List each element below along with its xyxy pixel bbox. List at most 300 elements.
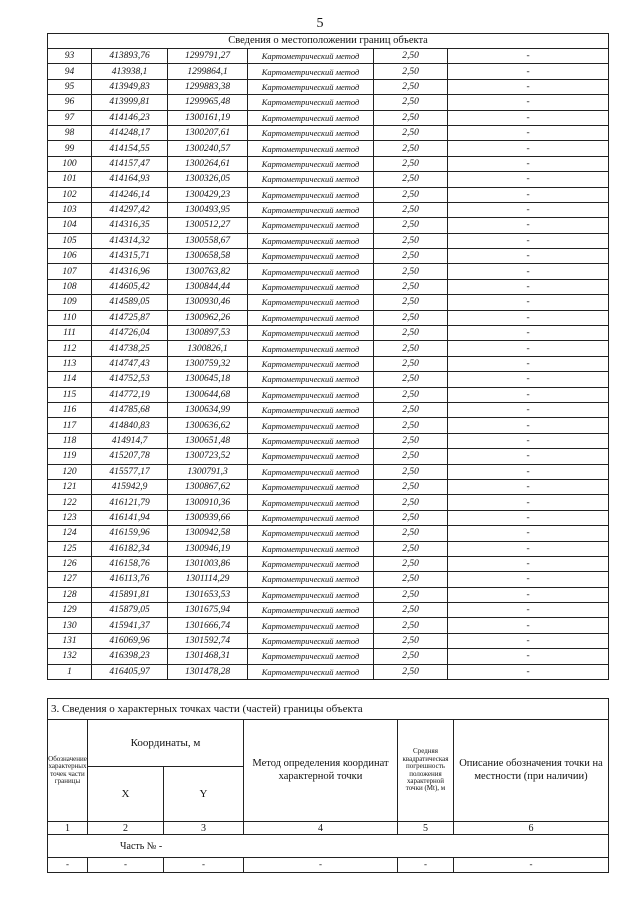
- column-number: 3: [164, 822, 244, 835]
- description-cell: -: [448, 95, 609, 110]
- x-coordinate: 414605,42: [92, 279, 168, 294]
- x-coordinate: 414314,32: [92, 233, 168, 248]
- method-cell: Картометрический метод: [248, 202, 374, 217]
- y-coordinate: 1301003,86: [168, 556, 248, 571]
- y-coordinate: 1300429,23: [168, 187, 248, 202]
- table-row: [48, 402, 609, 417]
- y-coordinate: 1301675,94: [168, 603, 248, 618]
- point-number: 103: [48, 202, 92, 217]
- method-cell: Картометрический метод: [248, 249, 374, 264]
- description-cell: -: [448, 356, 609, 371]
- x-coordinate: 415879,05: [92, 603, 168, 618]
- x-coordinate: 414785,68: [92, 402, 168, 417]
- y-coordinate: 1300942,58: [168, 526, 248, 541]
- y-coordinate: 1300723,52: [168, 449, 248, 464]
- description-cell: -: [448, 418, 609, 433]
- table-row: [48, 664, 609, 679]
- y-coordinate: 1300558,67: [168, 233, 248, 248]
- table-row: [48, 172, 609, 187]
- column-number: 4: [244, 822, 398, 835]
- table-row: [48, 572, 609, 587]
- accuracy-cell: 2,50: [374, 233, 448, 248]
- point-number: 118: [48, 433, 92, 448]
- y-coordinate: 1300930,46: [168, 295, 248, 310]
- description-cell: -: [448, 295, 609, 310]
- x-coordinate: 415941,37: [92, 618, 168, 633]
- accuracy-cell: 2,50: [374, 633, 448, 648]
- section3-header-row: [48, 720, 609, 767]
- table-row: [48, 372, 609, 387]
- description-cell: -: [448, 495, 609, 510]
- column-numbers-row: [48, 822, 609, 835]
- accuracy-cell: 2,50: [374, 479, 448, 494]
- description-cell: -: [448, 618, 609, 633]
- x-coordinate: 413949,83: [92, 79, 168, 94]
- method-cell: Картометрический метод: [248, 295, 374, 310]
- y-coordinate: 1299965,48: [168, 95, 248, 110]
- point-number: 98: [48, 125, 92, 140]
- column-number: 5: [398, 822, 454, 835]
- y-coordinate: 1300644,68: [168, 387, 248, 402]
- part-label-row: [48, 835, 609, 858]
- x-coordinate: 415942,9: [92, 479, 168, 494]
- accuracy-cell: 2,50: [374, 110, 448, 125]
- accuracy-cell: 2,50: [374, 326, 448, 341]
- x-coordinate: 414840,83: [92, 418, 168, 433]
- accuracy-cell: 2,50: [374, 449, 448, 464]
- x-coordinate: 414726,04: [92, 326, 168, 341]
- y-coordinate: 1299791,27: [168, 49, 248, 64]
- method-cell: Картометрический метод: [248, 64, 374, 79]
- section3-title-row: [48, 699, 609, 720]
- table-cell: -: [398, 858, 454, 873]
- accuracy-cell: 2,50: [374, 341, 448, 356]
- point-number: 112: [48, 341, 92, 356]
- table-row: [48, 279, 609, 294]
- x-coordinate: 416158,76: [92, 556, 168, 571]
- point-number: 93: [48, 49, 92, 64]
- table-row: [48, 95, 609, 110]
- method-cell: Картометрический метод: [248, 587, 374, 602]
- description-cell: -: [448, 402, 609, 417]
- accuracy-cell: 2,50: [374, 279, 448, 294]
- table-title-row: [48, 34, 609, 49]
- x-coordinate: 416405,97: [92, 664, 168, 679]
- point-number: 101: [48, 172, 92, 187]
- method-cell: Картометрический метод: [248, 341, 374, 356]
- column-number: 6: [454, 822, 609, 835]
- method-cell: Картометрический метод: [248, 279, 374, 294]
- x-coordinate: 415207,78: [92, 449, 168, 464]
- point-number: 127: [48, 572, 92, 587]
- method-header: Метод определения координат характерной точки: [244, 720, 398, 822]
- x-coordinate: 413999,81: [92, 95, 168, 110]
- table-row: [48, 587, 609, 602]
- table-row: [48, 156, 609, 171]
- description-cell: -: [448, 202, 609, 217]
- x-coordinate: 414738,25: [92, 341, 168, 356]
- point-number: 105: [48, 233, 92, 248]
- point-number: 119: [48, 449, 92, 464]
- accuracy-cell: 2,50: [374, 649, 448, 664]
- accuracy-cell: 2,50: [374, 526, 448, 541]
- method-cell: Картометрический метод: [248, 664, 374, 679]
- x-coordinate: 416121,79: [92, 495, 168, 510]
- y-coordinate: 1300791,3: [168, 464, 248, 479]
- accuracy-cell: 2,50: [374, 433, 448, 448]
- description-cell: -: [448, 264, 609, 279]
- x-coordinate: 414747,43: [92, 356, 168, 371]
- x-coordinate: 414164,93: [92, 172, 168, 187]
- method-cell: Картометрический метод: [248, 495, 374, 510]
- method-cell: Картометрический метод: [248, 464, 374, 479]
- description-cell: -: [448, 233, 609, 248]
- description-cell: -: [448, 664, 609, 679]
- point-number: 104: [48, 218, 92, 233]
- method-cell: Картометрический метод: [248, 233, 374, 248]
- x-coordinate: 416141,94: [92, 510, 168, 525]
- x-coordinate: 416398,23: [92, 649, 168, 664]
- point-number: 95: [48, 79, 92, 94]
- accuracy-cell: 2,50: [374, 372, 448, 387]
- description-cell: -: [448, 372, 609, 387]
- accuracy-cell: 2,50: [374, 510, 448, 525]
- table-row: [48, 79, 609, 94]
- method-cell: Картометрический метод: [248, 264, 374, 279]
- table-cell: -: [88, 858, 164, 873]
- y-coordinate: 1300763,82: [168, 264, 248, 279]
- method-cell: Картометрический метод: [248, 618, 374, 633]
- accuracy-cell: 2,50: [374, 187, 448, 202]
- accuracy-cell: 2,50: [374, 310, 448, 325]
- table-row: [48, 110, 609, 125]
- accuracy-cell: 2,50: [374, 387, 448, 402]
- method-cell: Картометрический метод: [248, 649, 374, 664]
- x-coordinate: 416113,76: [92, 572, 168, 587]
- point-number: 125: [48, 541, 92, 556]
- method-cell: Картометрический метод: [248, 187, 374, 202]
- point-number: 100: [48, 156, 92, 171]
- y-coordinate: 1300651,48: [168, 433, 248, 448]
- accuracy-cell: 2,50: [374, 618, 448, 633]
- description-cell: -: [448, 141, 609, 156]
- description-cell: -: [448, 449, 609, 464]
- description-cell: -: [448, 341, 609, 356]
- point-number: 97: [48, 110, 92, 125]
- table-row: [48, 64, 609, 79]
- method-cell: Картометрический метод: [248, 433, 374, 448]
- point-number: 115: [48, 387, 92, 402]
- method-cell: Картометрический метод: [248, 95, 374, 110]
- accuracy-cell: 2,50: [374, 402, 448, 417]
- y-coordinate: 1299883,38: [168, 79, 248, 94]
- description-cell: -: [448, 464, 609, 479]
- table-row: [48, 326, 609, 341]
- table-cell: -: [454, 858, 609, 873]
- table-row: [48, 295, 609, 310]
- method-cell: Картометрический метод: [248, 479, 374, 494]
- method-cell: Картометрический метод: [248, 633, 374, 648]
- accuracy-cell: 2,50: [374, 218, 448, 233]
- x-coordinate: 414146,23: [92, 110, 168, 125]
- point-number: 131: [48, 633, 92, 648]
- table-row: [48, 141, 609, 156]
- y-coordinate: 1300962,26: [168, 310, 248, 325]
- x-coordinate: 416069,96: [92, 633, 168, 648]
- point-number: 120: [48, 464, 92, 479]
- y-coordinate: 1300844,44: [168, 279, 248, 294]
- table-row: [48, 433, 609, 448]
- accuracy-cell: 2,50: [374, 495, 448, 510]
- method-cell: Картометрический метод: [248, 110, 374, 125]
- description-cell: -: [448, 310, 609, 325]
- table-row: [48, 603, 609, 618]
- table-row: [48, 218, 609, 233]
- table-row: [48, 556, 609, 571]
- method-cell: Картометрический метод: [248, 556, 374, 571]
- description-cell: -: [448, 79, 609, 94]
- table-row: [48, 649, 609, 664]
- point-number: 129: [48, 603, 92, 618]
- description-cell: -: [448, 633, 609, 648]
- accuracy-cell: 2,50: [374, 295, 448, 310]
- accuracy-cell: 2,50: [374, 572, 448, 587]
- point-number: 124: [48, 526, 92, 541]
- method-cell: Картометрический метод: [248, 387, 374, 402]
- table-row: [48, 618, 609, 633]
- x-coordinate: 416159,96: [92, 526, 168, 541]
- accuracy-cell: 2,50: [374, 418, 448, 433]
- x-coordinate: 414157,47: [92, 156, 168, 171]
- description-cell: -: [448, 541, 609, 556]
- point-number: 130: [48, 618, 92, 633]
- point-number: 1: [48, 664, 92, 679]
- method-cell: Картометрический метод: [248, 125, 374, 140]
- x-coordinate: 415891,81: [92, 587, 168, 602]
- point-number: 109: [48, 295, 92, 310]
- accuracy-cell: 2,50: [374, 664, 448, 679]
- x-coordinate: 414246,14: [92, 187, 168, 202]
- accuracy-cell: 2,50: [374, 264, 448, 279]
- accuracy-cell: 2,50: [374, 587, 448, 602]
- description-cell: -: [448, 279, 609, 294]
- accuracy-cell: 2,50: [374, 541, 448, 556]
- description-cell: -: [448, 172, 609, 187]
- y-coordinate: 1301666,74: [168, 618, 248, 633]
- boundary-points-table: [47, 33, 609, 680]
- method-cell: Картометрический метод: [248, 572, 374, 587]
- y-coordinate: 1300946,19: [168, 541, 248, 556]
- table-row: [48, 264, 609, 279]
- x-coordinate: 414316,96: [92, 264, 168, 279]
- description-cell: -: [448, 49, 609, 64]
- y-coordinate: 1300867,62: [168, 479, 248, 494]
- description-cell: -: [448, 587, 609, 602]
- description-cell: -: [448, 479, 609, 494]
- x-coordinate: 414725,87: [92, 310, 168, 325]
- table-row: [48, 464, 609, 479]
- x-coordinate: 414297,42: [92, 202, 168, 217]
- column-number: 2: [88, 822, 164, 835]
- accuracy-cell: 2,50: [374, 95, 448, 110]
- point-number: 121: [48, 479, 92, 494]
- table-row: [48, 526, 609, 541]
- table-row: [48, 187, 609, 202]
- point-number: 126: [48, 556, 92, 571]
- x-header: X: [88, 767, 164, 822]
- table-row: [48, 249, 609, 264]
- designation-header: Обозначение характерных точек части границы: [48, 720, 88, 822]
- table-row: [48, 418, 609, 433]
- table-row: [48, 356, 609, 371]
- y-coordinate: 1300826,1: [168, 341, 248, 356]
- x-coordinate: 415577,17: [92, 464, 168, 479]
- y-coordinate: 1301653,53: [168, 587, 248, 602]
- point-number: 107: [48, 264, 92, 279]
- method-cell: Картометрический метод: [248, 49, 374, 64]
- method-cell: Картометрический метод: [248, 79, 374, 94]
- method-cell: Картометрический метод: [248, 356, 374, 371]
- method-cell: Картометрический метод: [248, 603, 374, 618]
- x-coordinate: 414914,7: [92, 433, 168, 448]
- description-cell: -: [448, 187, 609, 202]
- accuracy-cell: 2,50: [374, 49, 448, 64]
- description-cell: -: [448, 249, 609, 264]
- section3-title: 3. Сведения о характерных точках части (частей) границы объекта: [48, 699, 609, 720]
- column-number: 1: [48, 822, 88, 835]
- x-coordinate: 414752,53: [92, 372, 168, 387]
- x-coordinate: 413938,1: [92, 64, 168, 79]
- table-row: [48, 479, 609, 494]
- point-number: 128: [48, 587, 92, 602]
- point-number: 113: [48, 356, 92, 371]
- part-label: Часть № -: [48, 835, 609, 858]
- method-cell: Картометрический метод: [248, 172, 374, 187]
- table-row: [48, 495, 609, 510]
- y-coordinate: 1300493,95: [168, 202, 248, 217]
- method-cell: Картометрический метод: [248, 372, 374, 387]
- y-coordinate: 1300240,57: [168, 141, 248, 156]
- description-cell: -: [448, 64, 609, 79]
- y-coordinate: 1301468,31: [168, 649, 248, 664]
- table-cell: -: [164, 858, 244, 873]
- method-cell: Картометрический метод: [248, 402, 374, 417]
- point-number: 117: [48, 418, 92, 433]
- method-cell: Картометрический метод: [248, 310, 374, 325]
- point-number: 96: [48, 95, 92, 110]
- x-coordinate: 414315,71: [92, 249, 168, 264]
- y-coordinate: 1300910,36: [168, 495, 248, 510]
- method-cell: Картометрический метод: [248, 541, 374, 556]
- accuracy-cell: 2,50: [374, 156, 448, 171]
- point-number: 132: [48, 649, 92, 664]
- method-cell: Картометрический метод: [248, 156, 374, 171]
- table-row: [48, 510, 609, 525]
- point-number: 108: [48, 279, 92, 294]
- x-coordinate: 414316,35: [92, 218, 168, 233]
- accuracy-cell: 2,50: [374, 202, 448, 217]
- y-coordinate: 1301114,29: [168, 572, 248, 587]
- y-header: Y: [164, 767, 244, 822]
- description-cell: -: [448, 156, 609, 171]
- method-cell: Картометрический метод: [248, 510, 374, 525]
- y-coordinate: 1300759,32: [168, 356, 248, 371]
- y-coordinate: 1300939,66: [168, 510, 248, 525]
- accuracy-cell: 2,50: [374, 464, 448, 479]
- description-cell: -: [448, 326, 609, 341]
- accuracy-cell: 2,50: [374, 141, 448, 156]
- accuracy-cell: 2,50: [374, 125, 448, 140]
- description-cell: -: [448, 387, 609, 402]
- y-coordinate: 1300161,19: [168, 110, 248, 125]
- description-cell: -: [448, 556, 609, 571]
- table-row: [48, 233, 609, 248]
- description-cell: -: [448, 218, 609, 233]
- description-cell: -: [448, 125, 609, 140]
- point-number: 99: [48, 141, 92, 156]
- method-cell: Картометрический метод: [248, 141, 374, 156]
- y-coordinate: 1300512,27: [168, 218, 248, 233]
- y-coordinate: 1300658,58: [168, 249, 248, 264]
- x-coordinate: 413893,76: [92, 49, 168, 64]
- description-cell: -: [448, 110, 609, 125]
- accuracy-cell: 2,50: [374, 603, 448, 618]
- point-number: 116: [48, 402, 92, 417]
- method-cell: Картометрический метод: [248, 218, 374, 233]
- table-title: Сведения о местоположении границ объекта: [48, 34, 609, 49]
- table-row: [48, 633, 609, 648]
- accuracy-cell: 2,50: [374, 172, 448, 187]
- accuracy-cell: 2,50: [374, 356, 448, 371]
- point-number: 123: [48, 510, 92, 525]
- table-cell: -: [244, 858, 398, 873]
- x-coordinate: 414772,19: [92, 387, 168, 402]
- point-number: 111: [48, 326, 92, 341]
- description-cell: -: [448, 572, 609, 587]
- x-coordinate: 414154,55: [92, 141, 168, 156]
- description-header: Описание обозначения точки на местности (при наличии): [454, 720, 609, 822]
- method-cell: Картометрический метод: [248, 326, 374, 341]
- method-cell: Картометрический метод: [248, 526, 374, 541]
- accuracy-header: Средняя квадратическая погрешность положения характерной точки (Mt), м: [398, 720, 454, 822]
- table-row: [48, 125, 609, 140]
- x-coordinate: 414248,17: [92, 125, 168, 140]
- point-number: 114: [48, 372, 92, 387]
- x-coordinate: 416182,34: [92, 541, 168, 556]
- table-cell: -: [48, 858, 88, 873]
- y-coordinate: 1299864,1: [168, 64, 248, 79]
- description-cell: -: [448, 603, 609, 618]
- point-number: 106: [48, 249, 92, 264]
- y-coordinate: 1300207,61: [168, 125, 248, 140]
- table-row: [48, 541, 609, 556]
- description-cell: -: [448, 433, 609, 448]
- point-number: 122: [48, 495, 92, 510]
- table-row: [48, 202, 609, 217]
- point-number: 110: [48, 310, 92, 325]
- y-coordinate: 1300326,05: [168, 172, 248, 187]
- point-number: 102: [48, 187, 92, 202]
- y-coordinate: 1300634,99: [168, 402, 248, 417]
- accuracy-cell: 2,50: [374, 79, 448, 94]
- part-points-row: [48, 858, 609, 873]
- table-row: [48, 449, 609, 464]
- y-coordinate: 1301478,28: [168, 664, 248, 679]
- description-cell: -: [448, 649, 609, 664]
- section3-table: [47, 698, 609, 873]
- coordinates-header: Координаты, м: [88, 720, 244, 767]
- y-coordinate: 1300645,18: [168, 372, 248, 387]
